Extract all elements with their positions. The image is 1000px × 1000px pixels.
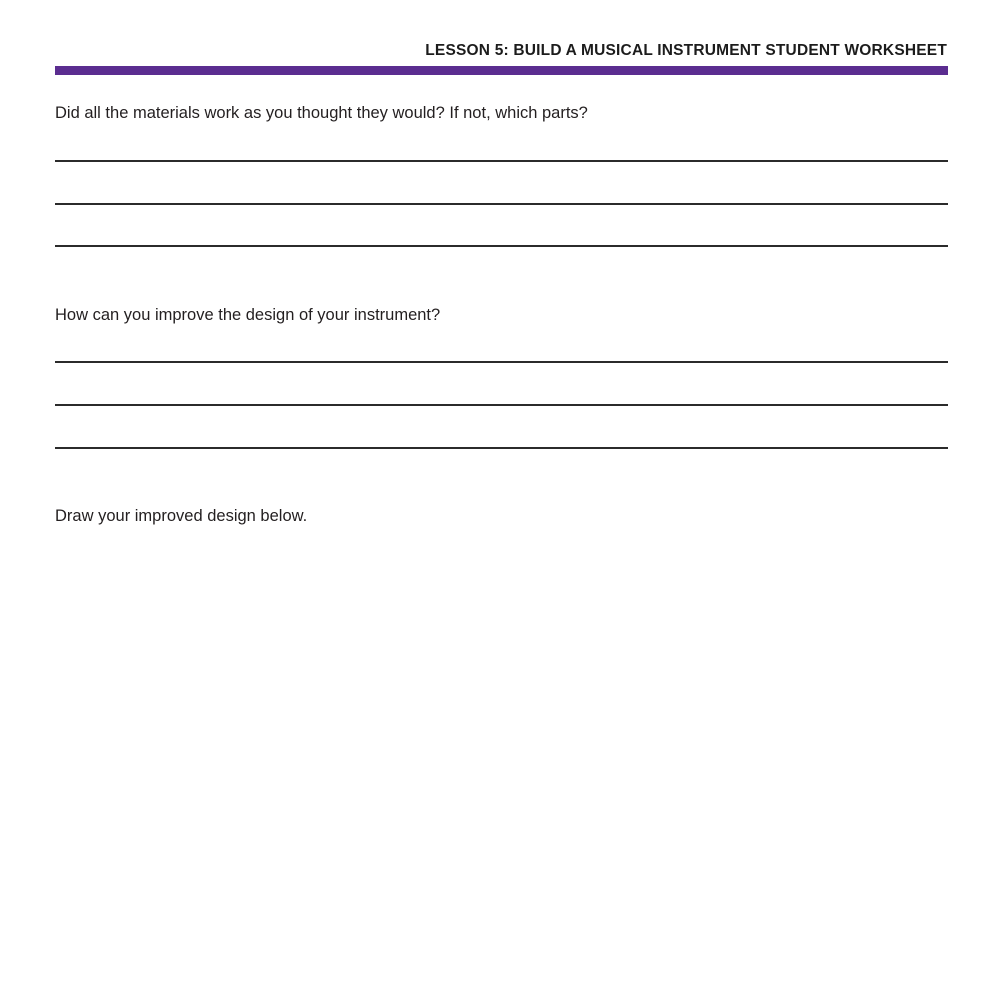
answer-line[interactable] <box>55 404 948 406</box>
page-header <box>55 42 947 60</box>
question-prompt-draw-improved-design: Draw your improved design below. <box>55 507 308 525</box>
header-divider <box>55 66 948 75</box>
answer-line[interactable] <box>55 160 948 162</box>
answer-line[interactable] <box>55 361 948 363</box>
answer-line[interactable] <box>55 203 948 205</box>
answer-line[interactable] <box>55 447 948 449</box>
drawing-area[interactable] <box>55 545 948 955</box>
answer-line[interactable] <box>55 245 948 247</box>
question-prompt-materials-work: Did all the materials work as you thought they would? If not, which parts? <box>55 104 588 122</box>
question-prompt-improve-design: How can you improve the design of your instrument? <box>55 306 441 324</box>
page-title: LESSON 5: BUILD A MUSICAL INSTRUMENT STUDENT WORKSHEET <box>425 42 947 59</box>
